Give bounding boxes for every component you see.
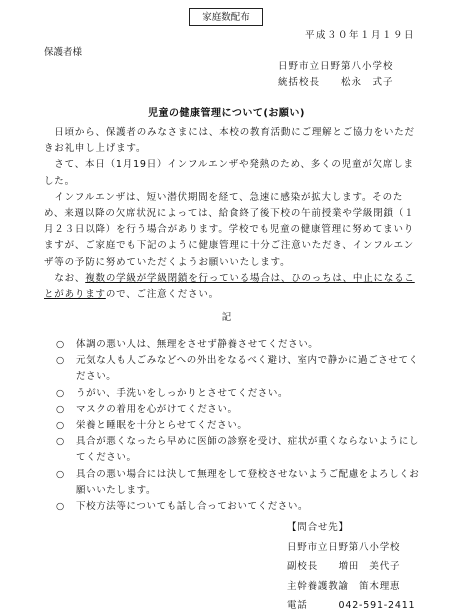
circle-bullet-icon: ○ <box>56 501 65 513</box>
contact-block <box>287 518 415 616</box>
sender-school: 日野市立日野第八小学校 <box>278 61 394 72</box>
issue-date: 平成３０年１月１９日 <box>304 30 415 41</box>
list-item: ○ 栄養と睡眠を十分とらせてください。 <box>56 418 421 434</box>
paragraph-greeting: 日頃から、保護者のみなさまには、本校の教育活動にご理解とご協力をいただきお礼申し上げます。 <box>44 127 415 155</box>
list-item: ○ 具合が悪くなったら早めに医師の診察を受け、症状が重くならないようにしてください。 <box>56 434 421 466</box>
sender-principal: 統括校長 松永 式子 <box>278 77 394 88</box>
list-item: ○ 具合の悪い場合には決して無理をして登校させないようご配慮をよろしくお願いいたします。 <box>56 467 421 499</box>
addressee: 保護者様 <box>44 47 83 58</box>
contact-nurse: 主幹養護教諭 笛木理恵 <box>287 580 401 592</box>
letter-body <box>44 125 416 303</box>
contact-vice-principal: 副校長 増田 美代子 <box>287 561 401 572</box>
paragraph-situation: さて、本日（1月19日）インフルエンザや発熱のため、多くの児童が欠席しました。 <box>44 159 414 187</box>
document-title: 児童の健康管理について(お願い) <box>148 108 305 119</box>
distribution-stamp: 家庭数配布 <box>189 8 263 26</box>
list-item: ○ マスクの着用を心がけてください。 <box>56 402 421 418</box>
circle-bullet-icon: ○ <box>56 387 65 399</box>
circle-bullet-icon: ○ <box>56 468 65 480</box>
ki-heading: 記 <box>221 312 232 323</box>
circle-bullet-icon: ○ <box>56 355 65 367</box>
precaution-list <box>56 337 421 515</box>
circle-bullet-icon: ○ <box>56 339 65 350</box>
contact-heading: 【問合せ先】 <box>287 522 349 533</box>
list-item: ○ 下校方法等についても話し合っておいてください。 <box>56 499 421 515</box>
list-item: ○ 体調の悪い人は、無理をさせず静養させてください。 <box>56 337 421 353</box>
list-item: ○ うがい、手洗いをしっかりとさせてください。 <box>56 386 421 402</box>
circle-bullet-icon: ○ <box>56 403 65 415</box>
circle-bullet-icon: ○ <box>56 436 65 448</box>
circle-bullet-icon: ○ <box>56 420 65 432</box>
paragraph-request: インフルエンザは、短い潜伏期間を経て、急速に感染が拡大します。そのため、来週以降の欠席状況によっては、給食終了後下校の午前授業や学級閉鎖（１月２３日以降）を行う場合があります。学校でも児童の健康管理に努めてまいりますが、ご家庭でも下記のように健康管理に十分ご注意いただき、インフルエンザ等の予防に努めていただくようお願いいたします。 <box>44 191 415 268</box>
contact-phone: 電話 042-591-2411 <box>287 600 416 611</box>
contact-school: 日野市立日野第八小学校 <box>287 541 401 553</box>
underlined-notice: 複数の学級が学級閉鎖を行っている場合は、ひのっちは、中止になることがあります <box>44 272 415 301</box>
list-item: ○ 元気な人も人ごみなどへの外出をなるべく避け、室内で静かに過ごさせてください。 <box>56 353 421 385</box>
paragraph-notice: なお、複数の学級が学級閉鎖を行っている場合は、ひのっちは、中止になることがありますので、ご注意ください。 <box>44 272 415 301</box>
